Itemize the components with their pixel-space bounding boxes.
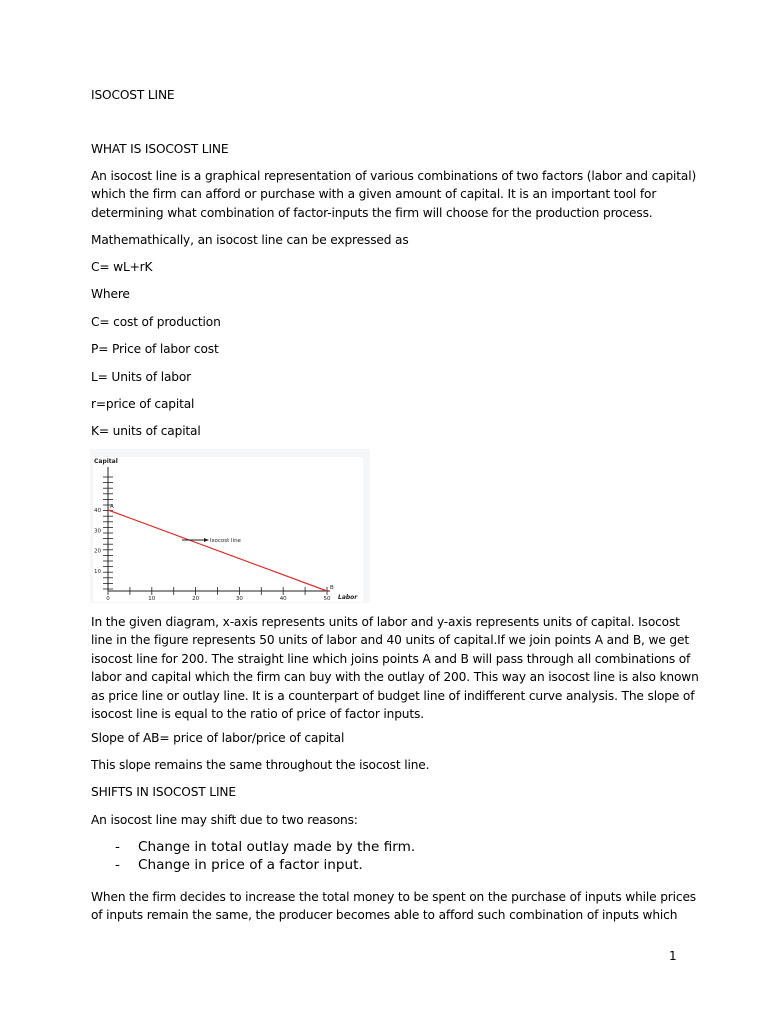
explanation-paragraph <box>91 613 699 723</box>
closing-paragraph <box>91 888 696 925</box>
explanation-line: labor and capital which the firm can buy with the outlay of 200. This way an isocost line is also known <box>91 670 699 685</box>
x-tick-label: 20 <box>192 596 200 602</box>
y-tick-label: 30 <box>94 528 101 535</box>
definition: r=price of capital <box>91 397 195 411</box>
y-axis-label: Capital <box>94 458 118 465</box>
x-tick-label: 50 <box>323 596 331 602</box>
bullet-item <box>115 838 415 856</box>
x-tick-label: 10 <box>148 596 156 602</box>
intro-line: determining what combination of factor-inputs the firm will choose for the production process. <box>91 205 653 220</box>
x-tick-label: 40 <box>279 596 287 602</box>
formula: C= wL+rK <box>91 260 153 274</box>
definition: C= cost of production <box>91 315 221 329</box>
shift-intro: An isocost line may shift due to two reasons: <box>91 813 358 827</box>
bullet-item <box>115 856 363 874</box>
bullet-marker: - <box>115 839 120 855</box>
closing-line: When the firm decides to increase the total money to be spent on the purchase of inputs while prices <box>91 890 696 904</box>
explanation-line: In the given diagram, x-axis represents units of labor and y-axis represents units of capital. Isocost <box>91 615 680 629</box>
point-label: B <box>330 585 334 591</box>
where-label: Where <box>91 287 130 301</box>
y-tick-label: 10 <box>94 568 101 575</box>
point-label: A <box>110 504 114 510</box>
bullet-text: Change in total outlay made by the firm. <box>138 839 416 855</box>
explanation-line: line in the figure represents 50 units of labor and 40 units of capital.If we join points A and B, we get <box>91 633 689 648</box>
definition: P= Price of labor cost <box>91 342 219 356</box>
definition: L= Units of labor <box>91 370 192 384</box>
x-tick-label: 0 <box>106 596 110 602</box>
explanation-line: isocost line for 200. The straight line which joins points A and B will pass through all combinations of <box>91 651 691 666</box>
page-number: 1 <box>669 949 677 963</box>
intro-paragraph <box>91 167 697 222</box>
chart-svg <box>90 449 370 603</box>
bullet-marker: - <box>115 857 120 873</box>
x-tick-label: 30 <box>235 596 243 602</box>
doc-title: ISOCOST LINE <box>91 88 175 102</box>
definition: K= units of capital <box>91 424 201 438</box>
section-heading: WHAT IS ISOCOST LINE <box>91 142 229 156</box>
slope-note: This slope remains the same throughout the isocost line. <box>91 758 430 772</box>
intro-line: which the firm can afford or purchase with a given amount of capital. It is an important tool for <box>91 187 657 202</box>
bullet-text: Change in price of a factor input. <box>138 857 363 873</box>
intro-line: An isocost line is a graphical representation of various combinations of two factors (labor and capital) <box>91 169 697 183</box>
annotation-label: Isocost line <box>210 538 241 544</box>
explanation-line: isocost line is equal to the ratio of price of factor inputs. <box>91 707 424 722</box>
explanation-line: as price line or outlay line. It is a counterpart of budget line of indifferent curve analysis. The slope of <box>91 688 695 703</box>
math-intro: Mathemathically, an isocost line can be expressed as <box>91 233 409 247</box>
x-axis-label: Labor <box>338 594 358 601</box>
y-tick-label: 40 <box>94 508 101 514</box>
closing-line: of inputs remain the same, the producer becomes able to afford such combination of inputs which <box>91 908 678 923</box>
slope-formula: Slope of AB= price of labor/price of capital <box>91 731 345 745</box>
section-heading: SHIFTS IN ISOCOST LINE <box>91 785 236 799</box>
plot-background <box>93 457 363 602</box>
isocost-chart <box>90 449 370 603</box>
y-tick-label: 20 <box>94 548 101 555</box>
